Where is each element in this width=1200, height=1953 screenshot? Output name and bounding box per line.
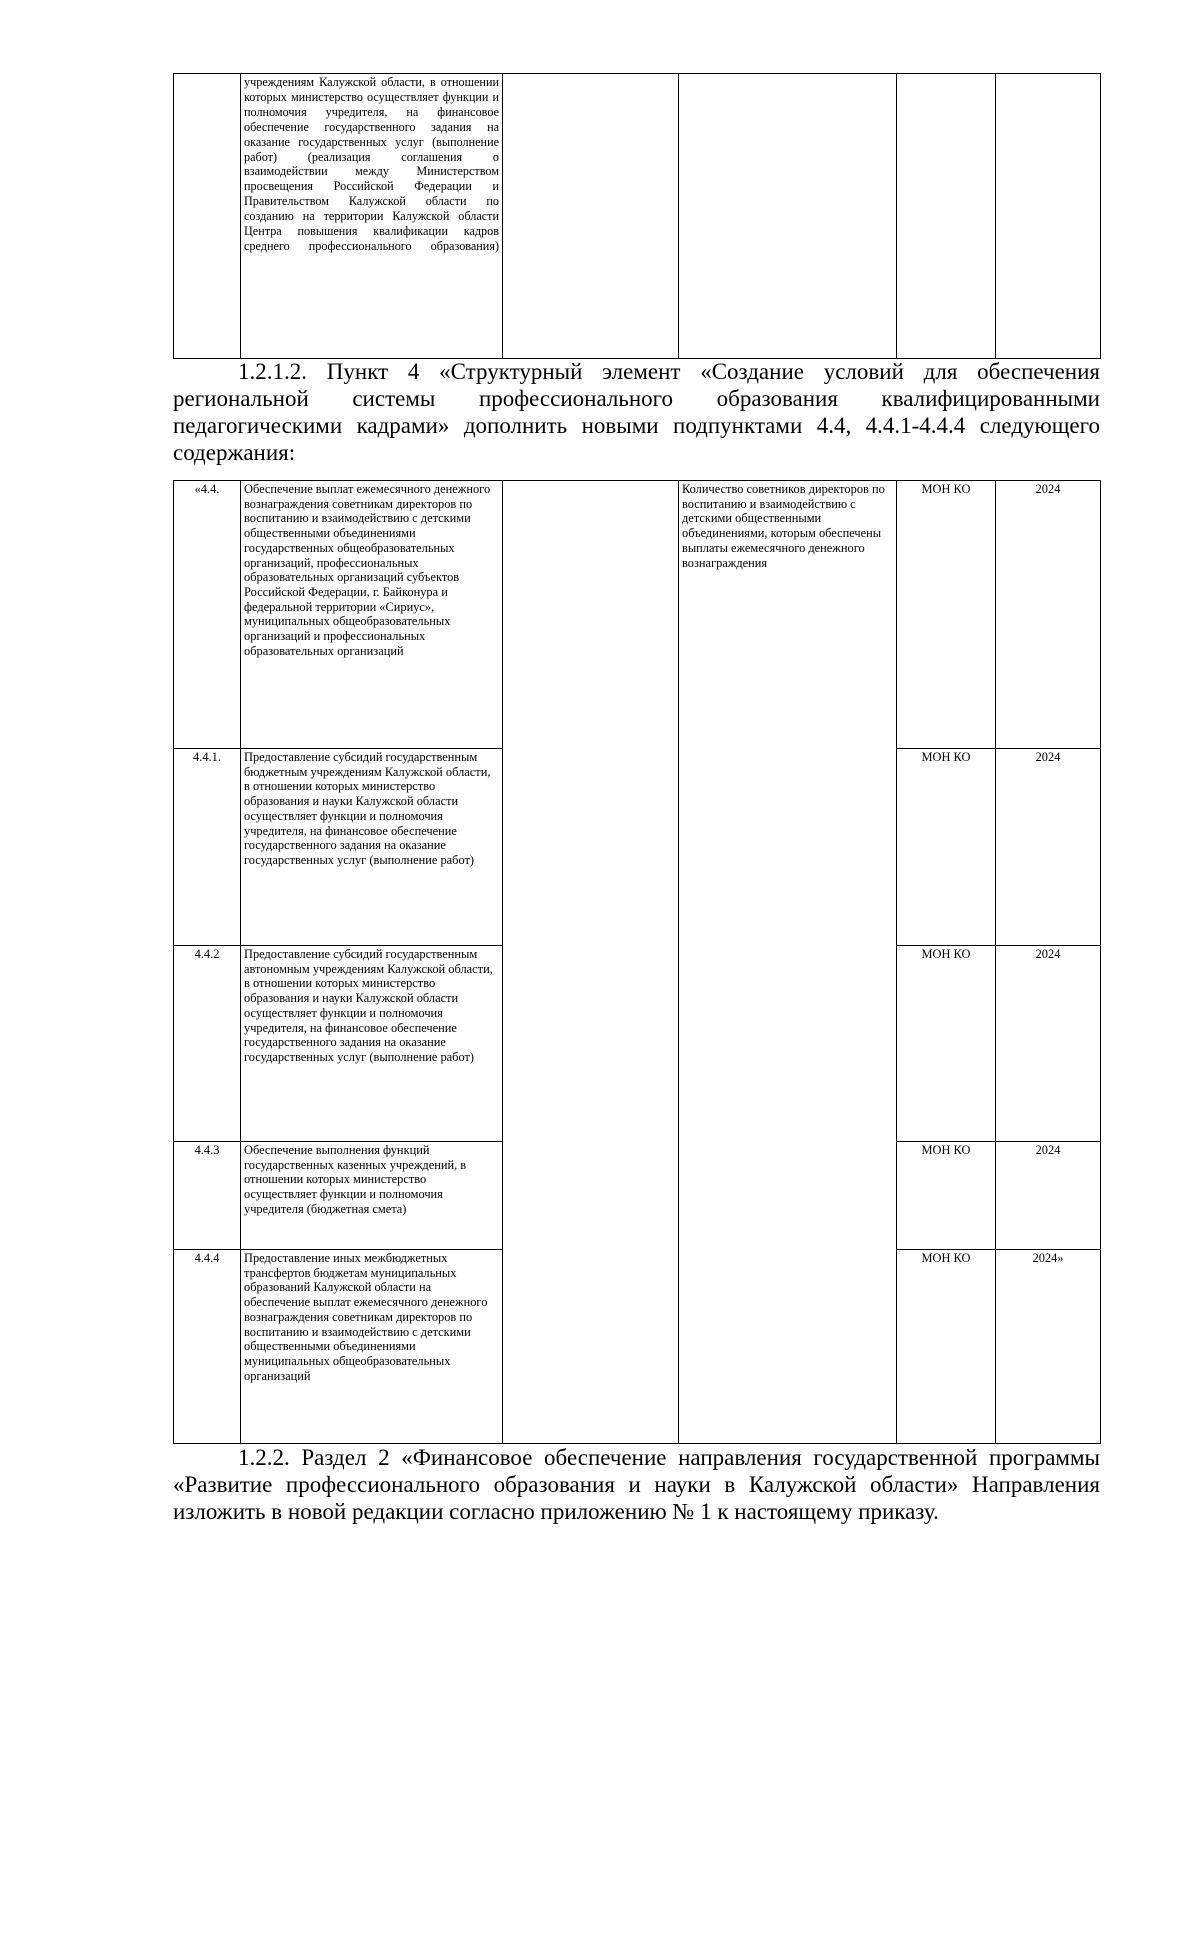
row-year: 2024	[996, 481, 1101, 749]
row-executor: МОН КО	[897, 1250, 996, 1444]
row-year: 2024	[996, 749, 1101, 946]
table-row	[174, 481, 1101, 749]
row-executor: МОН КО	[897, 749, 996, 946]
table-cell-executor	[897, 74, 996, 359]
row-year: 2024	[996, 1142, 1101, 1250]
row-number: 4.4.3	[174, 1142, 241, 1250]
table-cell-empty	[503, 74, 679, 359]
paragraph-section-2-text: 1.2.2. Раздел 2 «Финансовое обеспечение направления государственной программы «Развитие профессионального образования и науки в Калужской области» Направления изложить в новой редакции согласно приложению № 1 к настоящему приказу.	[173, 1445, 1100, 1524]
table-cell-name: учреждениям Калужской области, в отношении которых министерство осуществляет функции и полномочия учредителя, на финансовое обеспечение государственного задания на оказание государственных услуг (выполнение работ) (реализация соглашения о взаимодействии между Министерством просвещения Российской Федерации и Правительством Калужской области по созданию на территории Калужской области Центра повышения квалификации кадров среднего профессионального образования)	[241, 74, 503, 359]
row-name: Обеспечение выплат ежемесячного денежного вознаграждения советникам директоров по воспитанию и взаимодействию с детскими общественными объединениями государственных общеобразовательных организаций, профессиональных образовательных организаций субъектов Российской Федерации, г. Байконура и федеральной территории «Сириус», муниципальных общеобразовательных организаций и профессиональных образовательных организаций	[241, 481, 503, 749]
row-number: 4.4.2	[174, 946, 241, 1142]
table-cell-year	[996, 74, 1101, 359]
paragraph-amendment-4-text: 1.2.1.2. Пункт 4 «Структурный элемент «Создание условий для обеспечения региональной системы профессионального образования квалифицированными педагогическими кадрами» дополнить новыми подпунктами 4.4, 4.4.1-4.4.4 следующего содержания:	[173, 359, 1100, 465]
row-year: 2024	[996, 946, 1101, 1142]
paragraph-amendment-4	[173, 358, 1100, 466]
table-cell-empty	[503, 481, 679, 1444]
row-executor: МОН КО	[897, 481, 996, 749]
subitems-table	[173, 480, 1101, 1444]
row-name: Предоставление иных межбюджетных трансфертов бюджетам муниципальных образований Калужской области на обеспечение выплат ежемесячного денежного вознаграждения советникам директоров по воспитанию и взаимодействию с детскими общественными объединениями муниципальных общеобразовательных организаций	[241, 1250, 503, 1444]
row-number: 4.4.4	[174, 1250, 241, 1444]
row-name: Предоставление субсидий государственным бюджетным учреждениям Калужской области, в отношении которых министерство образования и науки Калужской области осуществляет функции и полномочия учредителя, на финансовое обеспечение государственного задания на оказание государственных услуг (выполнение работ)	[241, 749, 503, 946]
table-cell-indicator	[679, 74, 897, 359]
continuation-table	[173, 73, 1101, 359]
paragraph-section-2	[173, 1444, 1100, 1525]
row-number: «4.4.	[174, 481, 241, 749]
row-number: 4.4.1.	[174, 749, 241, 946]
row-year: 2024»	[996, 1250, 1101, 1444]
table-row	[174, 74, 1101, 359]
row-name: Предоставление субсидий государственным автономным учреждениям Калужской области, в отношении которых министерство образования и науки Калужской области осуществляет функции и полномочия учредителя, на финансовое обеспечение государственного задания на оказание государственных услуг (выполнение работ)	[241, 946, 503, 1142]
row-name: Обеспечение выполнения функций государственных казенных учреждений, в отношении которых министерство осуществляет функции и полномочия учредителя (бюджетная смета)	[241, 1142, 503, 1250]
row-executor: МОН КО	[897, 1142, 996, 1250]
table-cell-number	[174, 74, 241, 359]
row-executor: МОН КО	[897, 946, 996, 1142]
row-indicator: Количество советников директоров по воспитанию и взаимодействию с детскими общественными объединениями, которым обеспечены выплаты ежемесячного денежного вознаграждения	[679, 481, 897, 1444]
